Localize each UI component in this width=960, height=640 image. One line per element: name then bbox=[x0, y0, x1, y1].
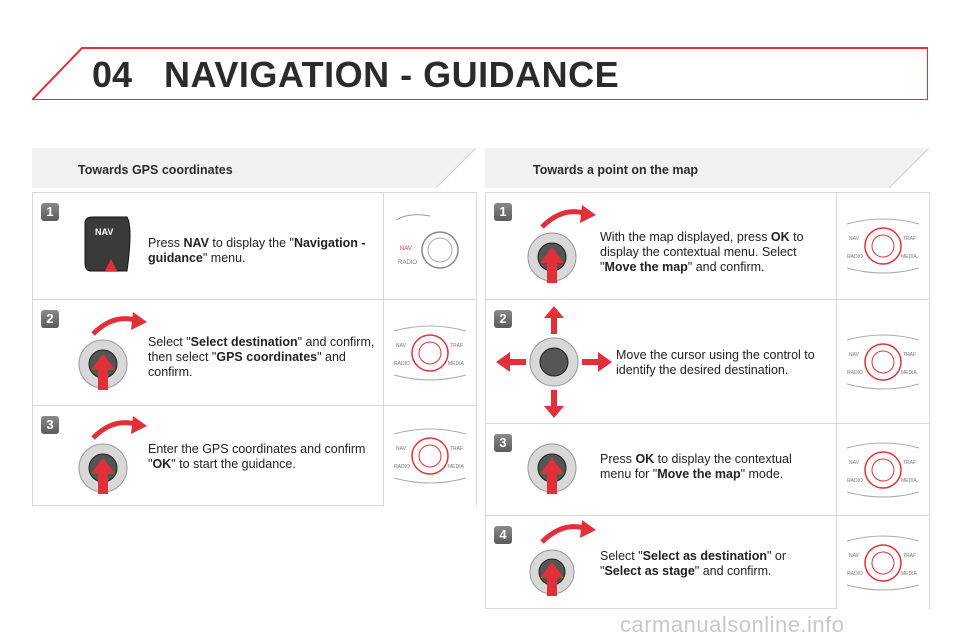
radio-nav-panel-icon bbox=[390, 210, 470, 282]
rotary-press-icon bbox=[522, 199, 602, 293]
watermark: carmanualsonline.info bbox=[620, 612, 845, 637]
traf-label: TRAF bbox=[450, 446, 464, 452]
control-panel-icon bbox=[843, 434, 923, 506]
step-number-badge: 2 bbox=[41, 310, 59, 328]
right-step-4 bbox=[486, 515, 929, 609]
control-panel-icon bbox=[390, 420, 470, 492]
right-step-1 bbox=[486, 193, 929, 299]
step-text: Move the cursor using the control to identify the desired destination. bbox=[616, 348, 815, 377]
traf-label: TRAF bbox=[903, 460, 917, 466]
nav-button-icon bbox=[81, 213, 141, 273]
control-panel-icon bbox=[843, 527, 923, 599]
nav-label: NAV bbox=[400, 246, 412, 252]
nav-label: NAV bbox=[849, 460, 859, 466]
media-label: MEDIA bbox=[901, 254, 917, 260]
right-step-3 bbox=[486, 423, 929, 516]
control-panel-icon bbox=[843, 210, 923, 282]
step-text: Select "Select as destination" or "Select as stage" and confirm. bbox=[600, 549, 787, 578]
rotary-press-icon bbox=[522, 516, 602, 609]
rotary-press-icon bbox=[73, 306, 153, 400]
control-panel-thumbnail bbox=[836, 424, 929, 516]
left-section-title: Towards GPS coordinates bbox=[78, 163, 233, 177]
right-section-title: Towards a point on the map bbox=[533, 163, 699, 177]
media-label: MEDIA bbox=[901, 570, 917, 577]
traf-label: TRAF bbox=[903, 236, 917, 242]
left-step-1 bbox=[33, 193, 476, 299]
rotary-press-icon bbox=[522, 424, 602, 516]
traf-label: TRAF bbox=[450, 343, 464, 349]
left-step-3 bbox=[33, 405, 476, 506]
step-text: Select "Select destination" and confirm, then select "GPS coordinates" and confirm. bbox=[148, 335, 375, 379]
nav-label: NAV bbox=[849, 352, 859, 358]
step-text: Press OK to display the contextual menu for "Move the map" mode. bbox=[600, 452, 792, 481]
radio-label: RADIO bbox=[394, 361, 410, 367]
chapter-number: 04 bbox=[92, 54, 133, 95]
control-panel-icon bbox=[390, 317, 470, 389]
left-steps-panel bbox=[32, 192, 477, 506]
nav-label: NAV bbox=[849, 552, 859, 559]
radio-label: RADIO bbox=[847, 254, 863, 260]
page-header bbox=[32, 46, 928, 100]
step-number-badge: 4 bbox=[494, 526, 512, 544]
media-label: MEDIA bbox=[448, 464, 464, 470]
traf-label: TRAF bbox=[903, 352, 917, 358]
control-panel-thumbnail bbox=[383, 300, 476, 406]
step-number-badge: 3 bbox=[494, 434, 512, 452]
radio-label: RADIO bbox=[847, 570, 863, 577]
step-text: With the map displayed, press OK to display the contextual menu. Select "Move the map" and confirm. bbox=[600, 230, 804, 274]
control-panel-thumbnail bbox=[836, 193, 929, 299]
page-title: NAVIGATION - GUIDANCE bbox=[164, 54, 620, 95]
directional-joystick-icon bbox=[494, 304, 614, 420]
radio-label: RADIO bbox=[847, 370, 863, 376]
control-panel-thumbnail bbox=[383, 406, 476, 506]
rotary-press-icon bbox=[73, 410, 153, 504]
media-label: MEDIA bbox=[901, 478, 917, 484]
radio-label: RADIO bbox=[847, 478, 863, 484]
step-text: Enter the GPS coordinates and confirm "OK" to start the guidance. bbox=[148, 442, 366, 471]
step-number-badge: 2 bbox=[494, 310, 512, 328]
radio-label: RADIO bbox=[398, 260, 418, 266]
control-panel-thumbnail bbox=[836, 516, 929, 609]
radio-label: RADIO bbox=[394, 464, 410, 470]
right-step-2 bbox=[486, 299, 929, 424]
step-number-badge: 1 bbox=[41, 203, 59, 221]
nav-label: NAV bbox=[849, 236, 859, 242]
nav-label: NAV bbox=[396, 343, 406, 349]
step-number-badge: 1 bbox=[494, 203, 512, 221]
step-number-badge: 3 bbox=[41, 416, 59, 434]
nav-panel-thumbnail bbox=[383, 193, 476, 299]
step-text: Press NAV to display the "Navigation - guidance" menu. bbox=[148, 236, 366, 265]
media-label: MEDIA bbox=[901, 370, 917, 376]
traf-label: TRAF bbox=[903, 552, 917, 559]
left-step-2 bbox=[33, 299, 476, 406]
nav-key-label: NAV bbox=[95, 227, 114, 237]
media-label: MEDIA bbox=[448, 361, 464, 367]
control-panel-thumbnail bbox=[836, 300, 929, 424]
nav-label: NAV bbox=[396, 446, 406, 452]
right-steps-panel bbox=[485, 192, 930, 609]
control-panel-icon bbox=[843, 326, 923, 398]
